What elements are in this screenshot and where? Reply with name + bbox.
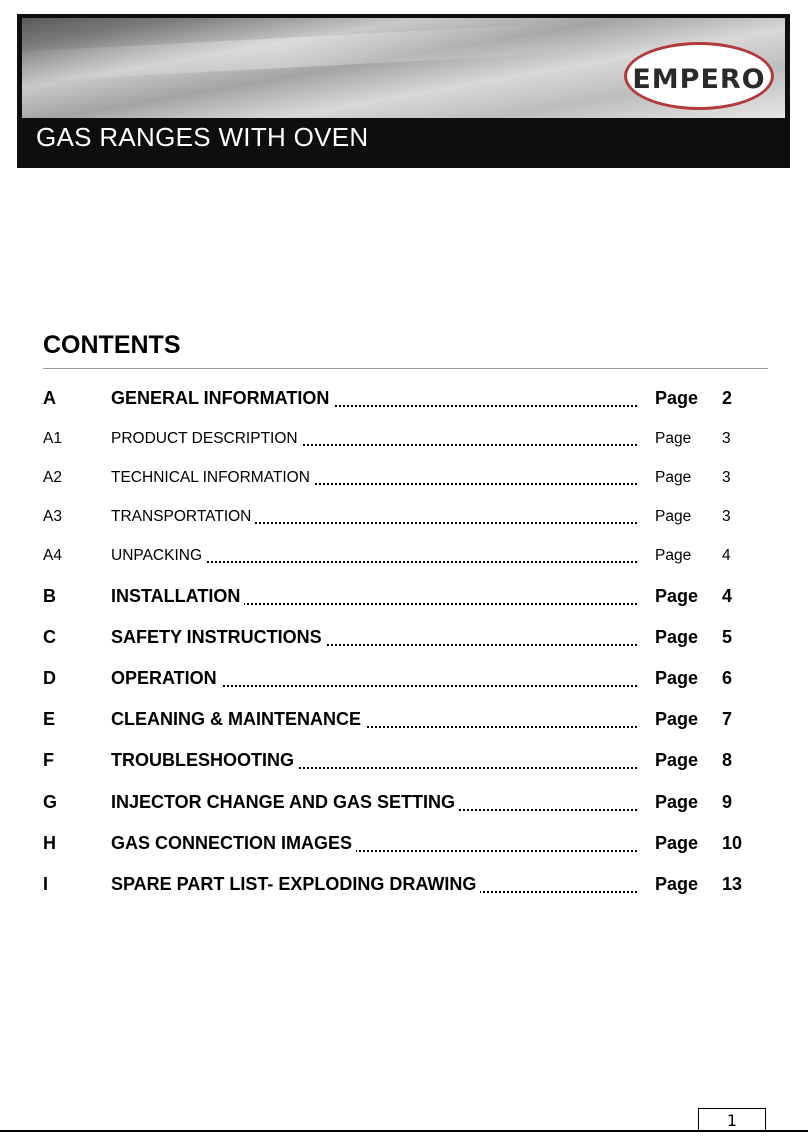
toc-entry-title: INSTALLATION (111, 586, 244, 607)
toc-entry-title: TECHNICAL INFORMATION (111, 469, 314, 487)
toc-page-number: 3 (722, 508, 731, 525)
toc-entry-title: GENERAL INFORMATION (111, 388, 333, 409)
page-number: 1 (698, 1108, 766, 1132)
toc-page-label: Page (655, 430, 692, 447)
toc-entry[interactable] (0, 833, 808, 863)
toc-entry-code: A4 (43, 547, 62, 564)
toc-page-label: Page (655, 709, 699, 729)
toc-page-label: Page (655, 586, 699, 606)
toc-entry[interactable] (0, 586, 808, 616)
toc-entry-title: GAS CONNECTION IMAGES (111, 833, 356, 854)
toc-page-number: 4 (722, 547, 731, 564)
toc-page-number: 2 (722, 388, 733, 408)
toc-entry-title: SAFETY INSTRUCTIONS (111, 627, 326, 648)
toc-page-number: 3 (722, 430, 731, 447)
toc-entry-code: E (43, 709, 56, 729)
toc-entry-title: CLEANING & MAINTENANCE (111, 709, 365, 730)
toc-entry[interactable] (0, 627, 808, 657)
toc-page-number: 13 (722, 874, 743, 894)
footer-rule (0, 1130, 808, 1132)
toc-page-label: Page (655, 547, 692, 564)
toc-entry[interactable] (0, 874, 808, 904)
toc-entry-code: B (43, 586, 56, 606)
toc-entry-code: I (43, 874, 49, 894)
toc-page-number: 10 (722, 833, 743, 853)
heading-divider (43, 368, 768, 369)
toc-page-label: Page (655, 668, 699, 688)
toc-entry[interactable] (0, 750, 808, 780)
toc-entry-code: A2 (43, 469, 62, 486)
toc-page-label: Page (655, 388, 699, 408)
toc-entry-code: A (43, 388, 56, 408)
toc-page-number: 9 (722, 792, 733, 812)
toc-entry-code: C (43, 627, 56, 647)
toc-entry-title: TRANSPORTATION (111, 508, 255, 526)
brand-logo (624, 42, 774, 110)
toc-page-number: 6 (722, 668, 733, 688)
brand-logo-text: EMPERO (632, 63, 766, 95)
toc-entry-title: OPERATION (111, 668, 221, 689)
toc-entry[interactable] (0, 792, 808, 822)
toc-entry[interactable] (0, 709, 808, 739)
toc-entry-code: A1 (43, 430, 62, 447)
toc-entry[interactable] (0, 508, 808, 538)
toc-entry[interactable] (0, 668, 808, 698)
toc-page-label: Page (655, 627, 699, 647)
toc-page-number: 5 (722, 627, 733, 647)
toc-entry-title: UNPACKING (111, 547, 206, 565)
toc-page-number: 8 (722, 750, 733, 770)
toc-entry[interactable] (0, 547, 808, 577)
toc-page-label: Page (655, 469, 692, 486)
toc-page-label: Page (655, 792, 699, 812)
toc-entry-title: TROUBLESHOOTING (111, 750, 298, 771)
document-title: GAS RANGES WITH OVEN (36, 122, 369, 152)
toc-page-label: Page (655, 874, 699, 894)
toc-page-label: Page (655, 750, 699, 770)
toc-entry-title: SPARE PART LIST- EXPLODING DRAWING (111, 874, 480, 895)
toc-page-label: Page (655, 833, 699, 853)
toc-page-number: 7 (722, 709, 733, 729)
toc-entry[interactable] (0, 388, 808, 418)
toc-entry[interactable] (0, 469, 808, 499)
toc-entry-code: F (43, 750, 54, 770)
toc-entry-code: A3 (43, 508, 62, 525)
toc-entry-title: PRODUCT DESCRIPTION (111, 430, 302, 448)
toc-page-number: 3 (722, 469, 731, 486)
banner-metal-strip (22, 18, 785, 118)
toc-page-label: Page (655, 508, 692, 525)
toc-entry-code: G (43, 792, 58, 812)
toc-page-number: 4 (722, 586, 733, 606)
contents-heading: CONTENTS (43, 331, 181, 359)
toc-entry-code: D (43, 668, 56, 688)
toc-entry-code: H (43, 833, 56, 853)
toc-entry[interactable] (0, 430, 808, 460)
toc-entry-title: INJECTOR CHANGE AND GAS SETTING (111, 792, 459, 813)
header-banner (17, 14, 790, 168)
